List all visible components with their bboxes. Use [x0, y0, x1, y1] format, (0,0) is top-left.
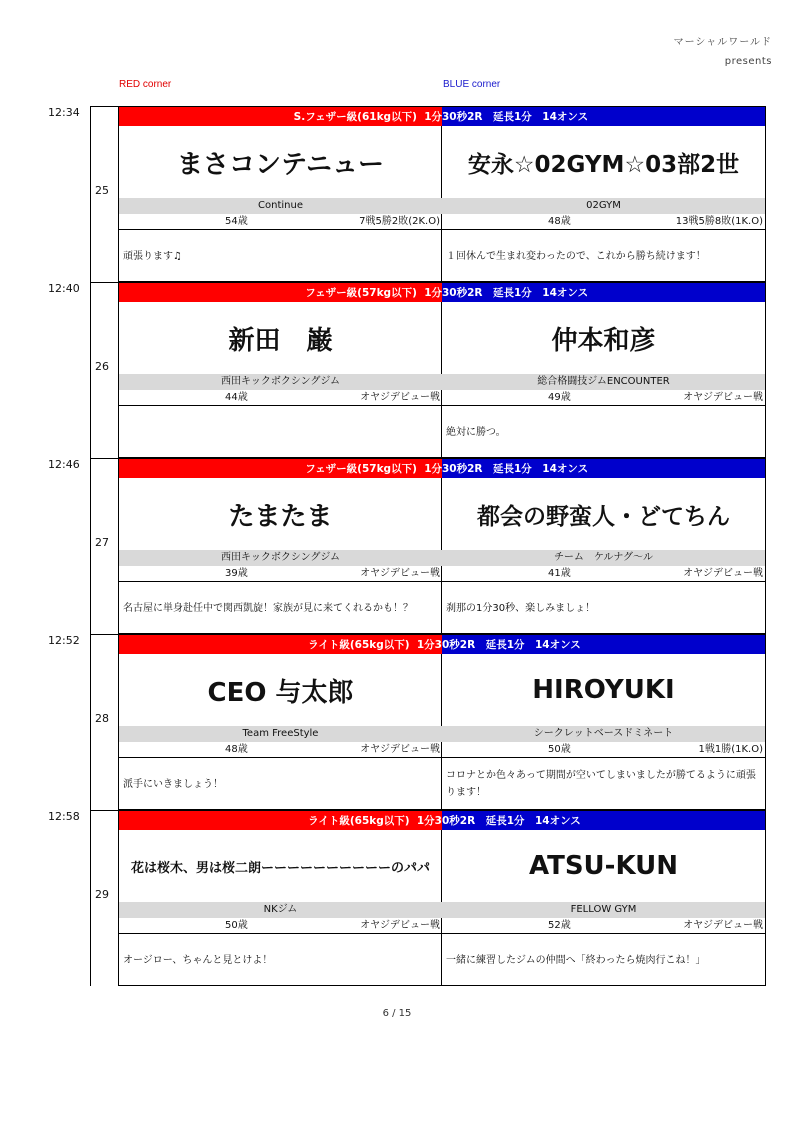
bout-card	[118, 458, 766, 634]
fighter-stats	[442, 566, 765, 582]
presents-label: presents	[724, 56, 772, 67]
fighter-gym: 02GYM	[442, 198, 765, 214]
rules-text: 30秒2R 延長1分 14オンス	[442, 463, 589, 475]
weight-class-label: フェザー級(57kg以下)	[305, 463, 417, 475]
fighter-age: 48歳	[225, 744, 248, 755]
bout-row	[0, 106, 794, 282]
fighter-record: オヤジデビュー戦	[360, 392, 440, 403]
red-fighter	[119, 478, 442, 634]
rules-red-part: 1分3	[416, 815, 442, 827]
fighter-gym: 西田キックボクシングジム	[119, 550, 442, 566]
fighter-comment: １回休んで生まれ変わったので、これから勝ち続けます！	[446, 250, 706, 262]
blue-corner-label: BLUE corner	[443, 79, 501, 90]
fighter-stats	[442, 742, 765, 758]
rules-text: 30秒2R 延長1分 14オンス	[442, 287, 589, 299]
rules-text: 0秒2R 延長1分 14オンス	[442, 815, 581, 827]
weight-class	[305, 285, 442, 300]
red-corner-label: RED corner	[119, 79, 172, 90]
fighter-age: 50歳	[548, 744, 571, 755]
fighter-stats	[119, 390, 442, 406]
bout-card	[118, 282, 766, 458]
blue-fighter	[442, 654, 765, 810]
fighter-record: オヤジデビュー戦	[360, 744, 440, 755]
bout-row	[0, 634, 794, 810]
bout-card	[118, 106, 766, 282]
fighter-record: オヤジデビュー戦	[683, 920, 763, 931]
fighter-name: 新田 巌	[228, 325, 333, 356]
rules-red-part: 1分	[424, 463, 442, 475]
fighter-stats	[119, 566, 442, 582]
fighter-name: HIROYUKI	[532, 675, 675, 705]
fighter-name: たまたま	[228, 501, 333, 532]
weight-class-label: ライト級(65kg以下)	[308, 639, 410, 651]
red-fighter	[119, 654, 442, 810]
fighter-record: オヤジデビュー戦	[360, 920, 440, 931]
fighter-comment: 頑張ります♫	[123, 250, 182, 262]
red-fighter	[119, 302, 442, 458]
fighter-gym: 総合格闘技ジムENCOUNTER	[442, 374, 765, 390]
bout-row	[0, 810, 794, 986]
weight-class-label: フェザー級(57kg以下)	[305, 287, 417, 299]
rules-bar	[119, 283, 765, 302]
fighter-age: 44歳	[225, 392, 248, 403]
fighter-record: オヤジデビュー戦	[683, 568, 763, 579]
rules-bar	[119, 459, 765, 478]
rules-bar	[119, 107, 765, 126]
fighter-stats	[119, 742, 442, 758]
bout-schedule	[0, 106, 794, 986]
fighter-comment: 一緒に練習したジムの仲間へ「終わったら焼肉行こね！」	[446, 954, 706, 966]
rules-red-part: 1分	[424, 111, 442, 123]
red-fighter	[119, 830, 442, 986]
page-number: 6 / 15	[382, 1008, 412, 1019]
fighter-name: CEO 与太郎	[207, 677, 354, 708]
fighter-name: 仲本和彦	[551, 325, 656, 356]
fighter-gym: FELLOW GYM	[442, 902, 765, 918]
fighter-name: 安永☆02GYM☆03部2世	[467, 151, 740, 178]
fighter-age: 39歳	[225, 568, 248, 579]
bout-row	[0, 282, 794, 458]
fighter-age: 41歳	[548, 568, 571, 579]
blue-fighter	[442, 830, 765, 986]
weight-class-label: S.フェザー級(61kg以下)	[293, 111, 417, 123]
fighter-gym: NKジム	[119, 902, 442, 918]
bout-time: 12:58	[48, 810, 80, 823]
fighter-record: 7戦5勝2敗(2K.O)	[359, 216, 440, 227]
fighter-age: 52歳	[548, 920, 571, 931]
bout-number: 28	[95, 712, 109, 725]
bout-number: 25	[95, 184, 109, 197]
fighter-stats	[442, 214, 765, 230]
bout-number: 27	[95, 536, 109, 549]
fighter-age: 50歳	[225, 920, 248, 931]
fighter-gym: 西田キックボクシングジム	[119, 374, 442, 390]
fighter-comment: 刹那の1分30秒、楽しみましょ！	[446, 602, 596, 614]
weight-class	[308, 637, 442, 652]
red-fighter	[119, 126, 442, 282]
rules-text: 30秒2R 延長1分 14オンス	[442, 111, 589, 123]
fighter-age: 54歳	[225, 216, 248, 227]
fighter-comment: 名古屋に単身赴任中で関西凱旋！家族が見に来てくれるかも！？	[123, 602, 413, 614]
fighter-name: まさコンテニュー	[177, 149, 384, 180]
rules-red-part: 1分	[424, 287, 442, 299]
weight-class-label: ライト級(65kg以下)	[308, 815, 410, 827]
bout-row	[0, 458, 794, 634]
organizer-name: マーシャルワールド	[673, 37, 772, 48]
fighter-stats	[119, 214, 442, 230]
fighter-name: 都会の野蛮人・どてちん	[477, 503, 730, 530]
fighter-stats	[442, 390, 765, 406]
blue-fighter	[442, 126, 765, 282]
bout-card	[118, 810, 766, 986]
fighter-name: 花は桜木、男は桜二朗ーーーーーーーーーーのパパ	[130, 860, 430, 876]
blue-fighter	[442, 302, 765, 458]
fighter-record: 13戦5勝8敗(1K.O)	[675, 216, 763, 227]
fighter-name: ATSU-KUN	[528, 851, 679, 881]
bout-number: 26	[95, 360, 109, 373]
fighter-comment: 派手にいきましょう！	[123, 778, 223, 790]
fighter-age: 48歳	[548, 216, 571, 227]
weight-class	[305, 461, 442, 476]
fighter-stats	[119, 918, 442, 934]
fighter-record: オヤジデビュー戦	[683, 392, 763, 403]
fighter-gym: チーム ケルナグ〜ル	[442, 550, 765, 566]
rules-bar	[119, 811, 765, 830]
fighter-record: オヤジデビュー戦	[360, 568, 440, 579]
fighter-gym: Team FreeStyle	[119, 726, 442, 742]
fighter-gym: Continue	[119, 198, 442, 214]
bout-time: 12:34	[48, 106, 80, 119]
fighter-comment	[119, 406, 442, 458]
rules-bar	[119, 635, 765, 654]
fighter-gym: シークレットベースドミネート	[442, 726, 765, 742]
bout-time: 12:52	[48, 634, 80, 647]
fighter-stats	[442, 918, 765, 934]
bout-time: 12:46	[48, 458, 80, 471]
bout-time: 12:40	[48, 282, 80, 295]
fighter-record: 1戦1勝(1K.O)	[698, 744, 763, 755]
fighter-comment: 絶対に勝つ。	[446, 426, 506, 438]
bout-card	[118, 634, 766, 810]
fighter-comment: オージロー、ちゃんと見とけよ！	[123, 954, 273, 966]
rules-red-part: 1分3	[416, 639, 442, 651]
weight-class	[294, 109, 442, 124]
weight-class	[308, 813, 442, 828]
fighter-age: 49歳	[548, 392, 571, 403]
bout-number: 29	[95, 888, 109, 901]
rules-text: 0秒2R 延長1分 14オンス	[442, 639, 581, 651]
blue-fighter	[442, 478, 765, 634]
fighter-comment: コロナとか色々あって期間が空いてしまいましたが勝てるように頑張ります！	[446, 770, 756, 798]
